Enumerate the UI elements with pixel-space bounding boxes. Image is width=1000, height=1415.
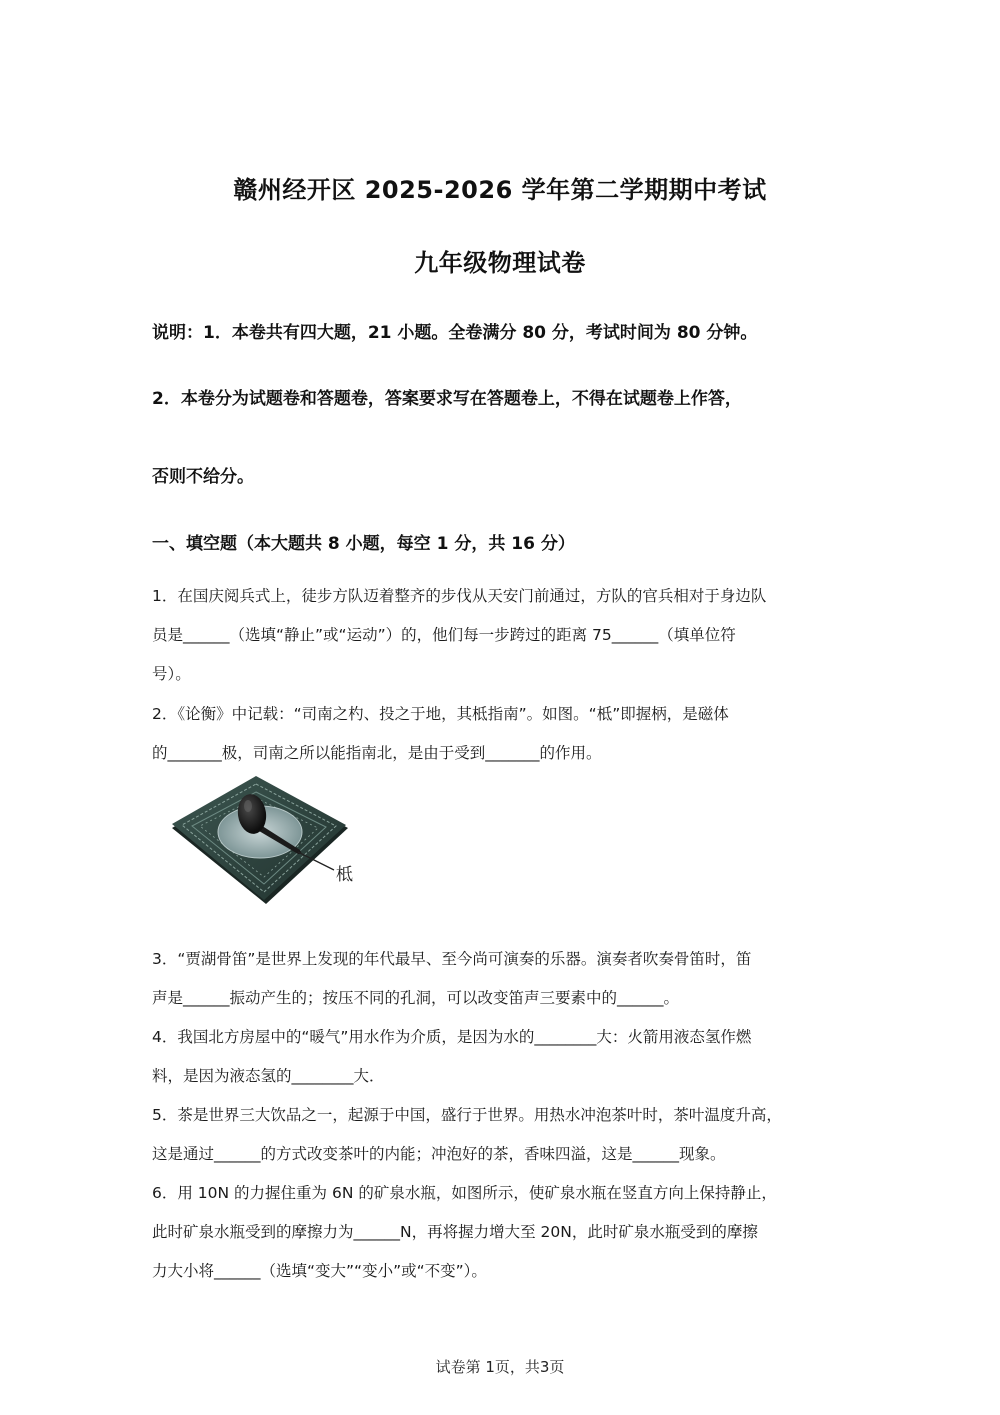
question-5-line-2: 这是通过______的方式改变茶叶的内能；冲泡好的茶，香味四溢，这是______现象。 [152,1145,726,1163]
question-5-line-1: 5．茶是世界三大饮品之一，起源于中国，盛行于世界。用热水冲泡茶叶时，茶叶温度升高， [152,1106,782,1124]
question-2-line-2: 的_______极，司南之所以能指南北，是由于受到_______的作用。 [152,744,602,762]
question-3-line-2: 声是______振动产生的；按压不同的孔洞，可以改变笛声三要素中的______。 [152,989,680,1007]
question-4-line-1: 4．我国北方房屋中的“暖气”用水作为介质，是因为水的________大：火箭用液态氢作燃 [152,1028,752,1046]
exam-subtitle: 九年级物理试卷 [414,249,586,277]
question-1-line-3: 号）。 [152,665,191,683]
figure-label-di: 柢 [336,865,353,885]
instruction-line-1: 说明：1．本卷共有四大题，21 小题。全卷满分 80 分，考试时间为 80 分钟。 [152,323,758,343]
question-6-line-2: 此时矿泉水瓶受到的摩擦力为______N，再将握力增大至 20N，此时矿泉水瓶受到的摩擦 [152,1223,758,1241]
question-6-line-1: 6．用 10N 的力握住重为 6N 的矿泉水瓶，如图所示，使矿泉水瓶在竖直方向上保持静止， [152,1184,777,1202]
section-heading: 一、填空题（本大题共 8 小题，每空 1 分，共 16 分） [152,534,575,554]
question-3-line-1: 3．“贾湖骨笛”是世界上发现的年代最早、至今尚可演奏的乐器。演奏者吹奏骨笛时，笛 [152,950,752,968]
sinan-compass-image [168,776,368,908]
sinan-compass-figure [168,776,368,908]
question-2-line-1: 2．《论衡》中记载：“司南之杓、投之于地，其柢指南”。如图。“柢”即握柄，是磁体 [152,705,729,723]
exam-title: 赣州经开区 2025-2026 学年第二学期期中考试 [233,176,767,204]
instruction-line-3: 否则不给分。 [152,467,254,487]
question-6-line-3: 力大小将______（选填“变大”“变小”或“不变”）。 [152,1262,487,1280]
page-footer: 试卷第 1页，共3页 [435,1358,565,1376]
question-1-line-1: 1．在国庆阅兵式上，徒步方队迈着整齐的步伐从天安门前通过，方队的官兵相对于身边队 [152,587,767,605]
question-4-line-2: 料，是因为液态氢的________大． [152,1067,385,1085]
instruction-line-2: 2．本卷分为试题卷和答题卷，答案要求写在答题卷上，不得在试题卷上作答， [152,389,742,409]
question-1-line-2: 员是______（选填“静止”或“运动”）的，他们每一步跨过的距离 75______（填单位符 [152,626,736,644]
